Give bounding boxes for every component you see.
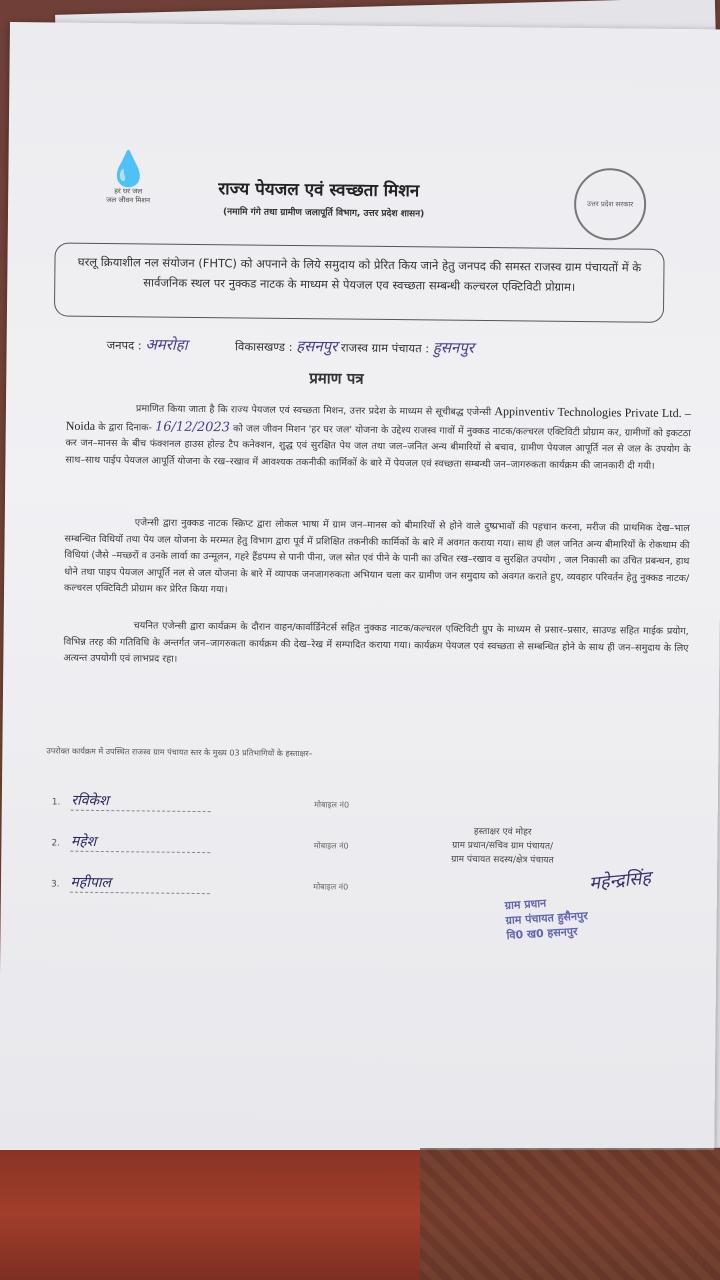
up-government-seal-icon — [574, 168, 647, 241]
participant-mobile-label: मोबाइल नं0 — [313, 882, 349, 892]
participant-mobile-label: मोबाइल नं0 — [313, 841, 349, 851]
participants-note: उपरोक्त कार्यक्रम में उपस्थित राजस्व ग्राम पंचायत स्तर के मुख्य 03 प्रतिभागियों के हस्ताक्षर– — [46, 746, 313, 759]
har-ghar-jal-logo — [93, 151, 164, 206]
paragraph-1 — [65, 399, 691, 476]
mission-title: राज्य पेयजल एवं स्वच्छता मिशन — [218, 179, 420, 202]
p3-text: चयनित एजेन्सी द्वारा कार्यक्रम के दौरान वाहन/कार्वार्डिनेटर्स सहित नुक्कड नाटक/कल्चरल एक्टिविटी ग्रुप के माध्यम से प्रसार–प्रसार, साउण्ड सहित माईक प्रयोग, विभिन्न तरह की गतिविधि के अन्तर्गत जन–जागरुकता कार्यक्रम की देख–रेख में सम्पादित कराया गया। कार्यक्रम पेयजल एवं स्वच्छता से सम्बन्धित होने के साथ ही जन–समुदाय के लिए अत्यन्त उपयोगी एवं लाभप्रद रहा। — [63, 620, 689, 665]
district-label: जनपद : — [106, 338, 142, 353]
stamp-line-1: ग्राम प्रधान — [504, 896, 547, 913]
logo-line-2: जल जीवन मिशन — [106, 196, 151, 205]
participant-row-1 — [52, 790, 349, 813]
sign-line-2: ग्राम प्रधान/सचिव ग्राम पंचायत/ — [452, 840, 554, 852]
p2-text: एजेन्सी द्वारा नुक्कड नाटक स्क्रिप्ट द्वारा लोकल भाषा में ग्राम जन–मानस को बीमारियों से होने वाले दुष्प्रभावों की पहचान करना, मरीज की प्राथमिक देख–भाल सम्बन्धित विधियों तथा पेय जल योजना के मरम्मत हेतु विभाग द्वारा पूर्व में प्रशिक्षित तकनीकी कार्मिकों के बारे में अवगत कराया गया। साथ ही जल जनित अन्य बीमारियों के रोकथाम की विधियां (जैसे –मच्छरों व उनके लार्वा का उन्मूलन, गहरे हैंडपम्प से पानी पीना, जल स्रोत एवं पीने के पानी का उचित रख–रखाव व सुरक्षित उपयोग , जल निकासी का उचित प्रबन्धन, हाथ धोने तथा पाइप पेयजल आपूर्ति नल से जल योजना के बारे में व्यापक जनजागरुकता अभियान चला कर ग्रामीण जन समुदाय को अवगत कराते हुए, व्यवहार परिवर्तन हेतु नुक्कड नाटक/कल्चरल एक्टिविटी प्रोग्राम कर प्रेरित किया गया। — [64, 517, 690, 596]
stamp-line-3: वि0 ख0 हसनपुर — [506, 924, 578, 943]
pradhan-signature: महेन्द्रसिंह — [588, 867, 652, 895]
participant-signature: रविकेश — [71, 791, 211, 812]
stamp-line-2: ग्राम पंचायत हुसैनपुर — [505, 909, 589, 928]
participant-number: 2. — [51, 838, 61, 849]
floor-mat — [420, 1148, 720, 1280]
paragraph-3 — [63, 618, 688, 674]
participant-row-3 — [51, 872, 348, 895]
mission-subtitle: (नमामि गंगे तथा ग्रामीण जलापूर्ति विभाग, उत्तर प्रदेश शासन) — [222, 207, 425, 220]
seal-text: उत्तर प्रदेश सरकार — [587, 199, 634, 209]
sign-line-1: हस्ताक्षर एवं मोहर — [473, 826, 532, 838]
program-description-box: घरलू क्रियाशील नल संयोजन (FHTC) को अपनाने के लिये समुदाय को प्रेरित किय जाने हेतु जनपद की समस्त राजस्व ग्राम पंचायतों में के सार्वजनिक स्थल पर नुक्कड नाटक के माध्यम से पेयजल एव स्वच्छता सम्बन्धी कल्चरल एक्टिविटी प्रोग्राम। — [54, 242, 665, 322]
p1-part-b: के द्वारा दिनाक- — [98, 421, 152, 434]
participant-number: 1. — [51, 797, 61, 808]
pradhan-stamp — [504, 893, 589, 943]
certificate-title: प्रमाण पत्र — [309, 369, 364, 388]
authority-sign-block — [451, 825, 554, 868]
participant-signature: महीपाल — [70, 873, 210, 894]
sign-line-3: ग्राम पंचायत सदस्य/क्षेत्र पंचायत — [451, 854, 554, 866]
participant-mobile-label: मोबाइल नं0 — [314, 800, 350, 810]
p1-part-a: प्रमाणित किया जाता है कि राज्य पेयजल एवं स्वच्छता मिशन, उत्तर प्रदेश के माध्यम से सूचीबद्ध एजेन्सी — [135, 403, 492, 419]
participant-row-2 — [51, 831, 348, 854]
logo-line-1: हर घर जल — [114, 187, 143, 196]
tap-icon: 💧 — [107, 149, 150, 190]
district-value: अमरोहा — [145, 335, 188, 354]
panchayat-value: हुसनपुर — [432, 338, 475, 357]
block-value: हसनपुर — [296, 337, 338, 356]
p1-part-c: को जल जीवन मिशन 'हर घर जल' योजना के उद्देश्य राजस्व गावों में नुक्कड नाटक/कल्चरल एक्टिविटी प्रोग्राम कर, ग्रामीणों को इकटठा कर जन–मानस के बीच फंक्शनल हाउस होल्ड टैप कनेक्शन, शुद्ध एवं सुरक्षित पेय जल तथा जल–जनित अन्य बीमारियों से बचाव, ग्रामीण पेयजल आपूर्ति नल से जल के उपयोग के साथ–साथ पाईप पेयजल आपूर्ति योजना के रख–रखाव में आवश्यक तकनीकी कार्मिकों के बारे में पेयजल एवं स्वच्छता सम्बन्धी जन–जागरुकता कार्यक्रम की जानकारी दी गयी। — [65, 422, 691, 472]
participant-number: 3. — [50, 879, 60, 890]
certificate-paper — [0, 22, 720, 1169]
location-line — [107, 334, 475, 358]
agency-name: Appinventiv Technologies Private Ltd. – Noida — [65, 404, 692, 433]
paragraph-2 — [64, 515, 690, 604]
program-date: 16/12/2023 — [154, 419, 231, 435]
block-label: विकासखण्ड : — [234, 339, 293, 354]
participant-signature: महेश — [71, 832, 211, 853]
panchayat-label: राजस्व ग्राम पंचायत : — [340, 340, 430, 356]
